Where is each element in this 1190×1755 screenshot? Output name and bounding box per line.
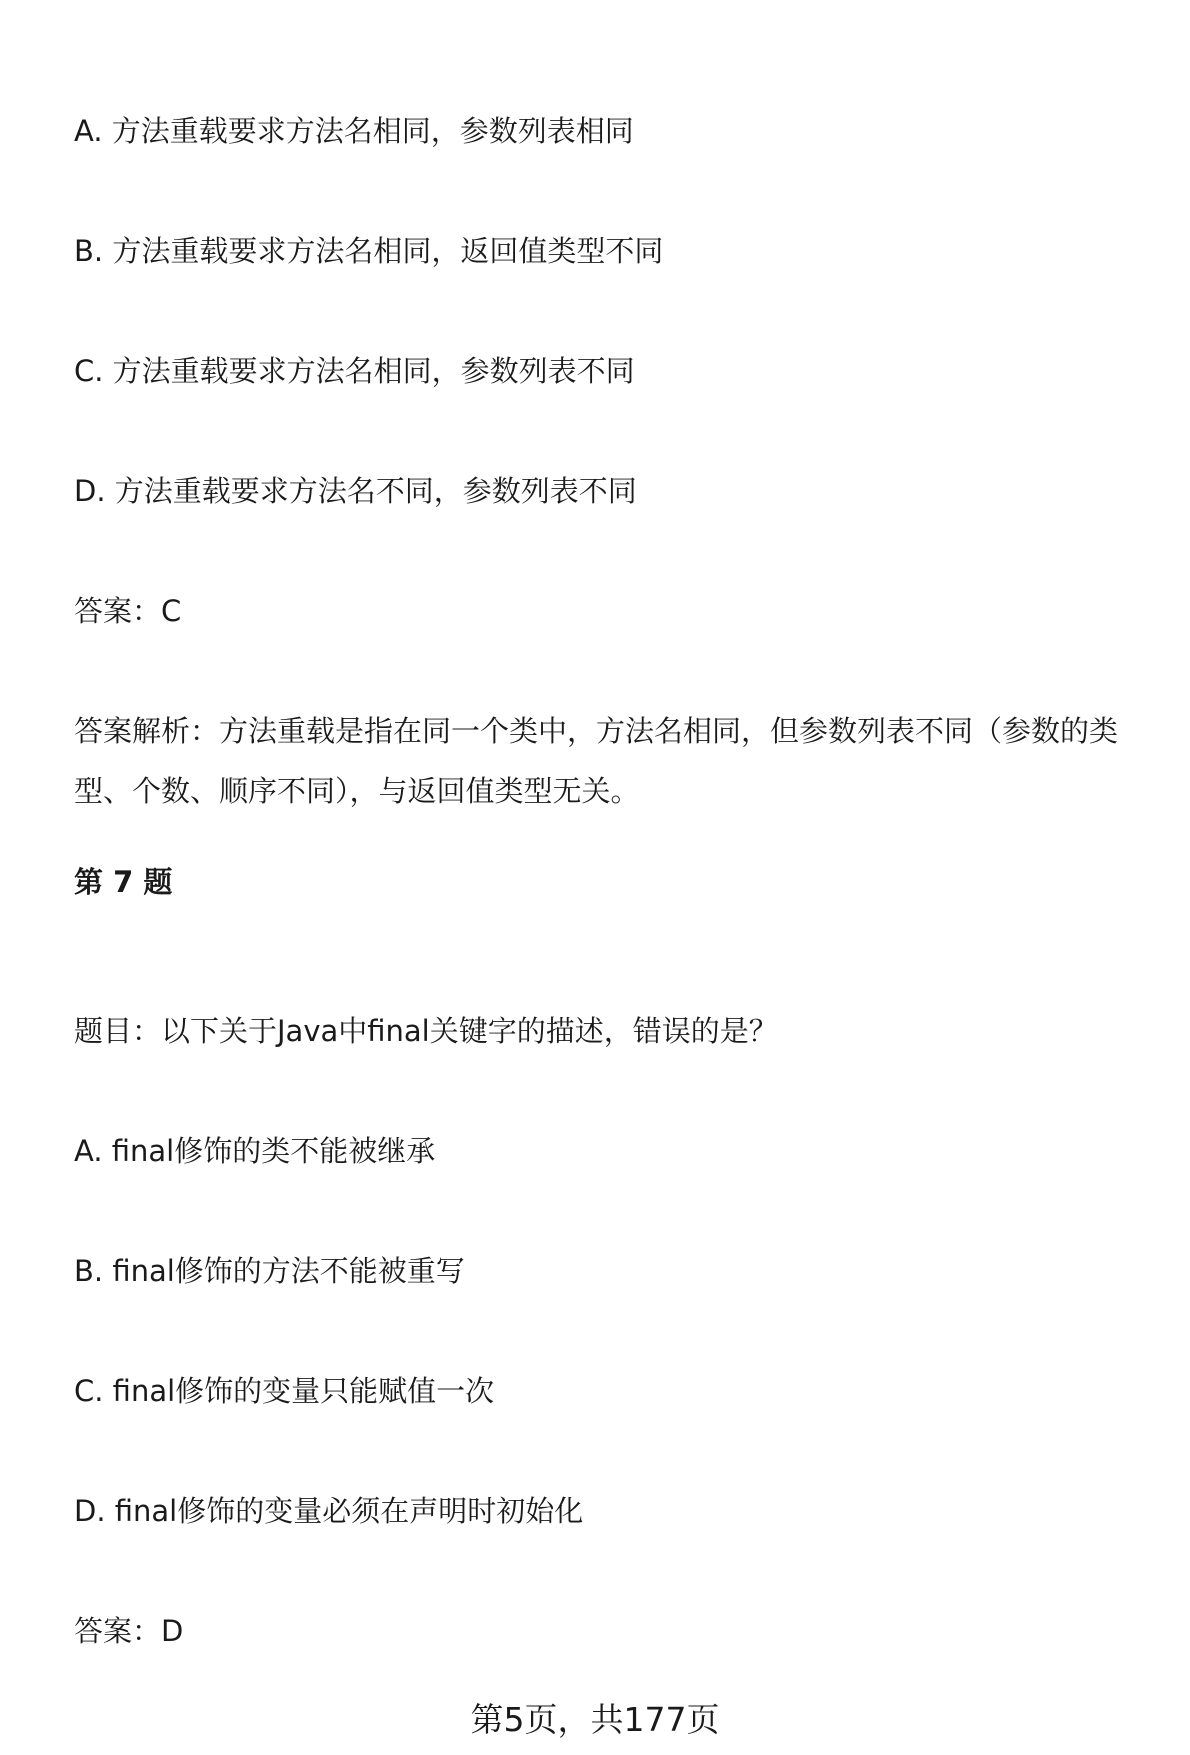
- question-7-answer: 答案：D: [74, 1614, 184, 1648]
- question-7-heading: 第 7 题: [74, 865, 173, 899]
- prev-answer: 答案：C: [74, 594, 182, 628]
- prev-option-c: C. 方法重载要求方法名相同，参数列表不同: [74, 354, 635, 388]
- question-7-option-b: B. final修饰的方法不能被重写: [74, 1254, 465, 1288]
- prev-option-d: D. 方法重载要求方法名不同，参数列表不同: [74, 474, 637, 508]
- question-7-stem: 题目：以下关于Java中final关键字的描述，错误的是？: [74, 1014, 778, 1048]
- prev-option-a: A. 方法重载要求方法名相同，参数列表相同: [74, 114, 634, 148]
- question-7-option-d: D. final修饰的变量必须在声明时初始化: [74, 1494, 584, 1528]
- prev-explanation: 答案解析：方法重载是指在同一个类中，方法名相同，但参数列表不同（参数的类型、个数、顺序不同），与返回值类型无关。: [74, 714, 1119, 808]
- prev-option-b: B. 方法重载要求方法名相同，返回值类型不同: [74, 234, 664, 268]
- question-7-option-c: C. final修饰的变量只能赋值一次: [74, 1374, 495, 1408]
- question-7-option-a: A. final修饰的类不能被继承: [74, 1134, 436, 1168]
- page-number-footer: 第5页，共177页: [470, 1700, 720, 1739]
